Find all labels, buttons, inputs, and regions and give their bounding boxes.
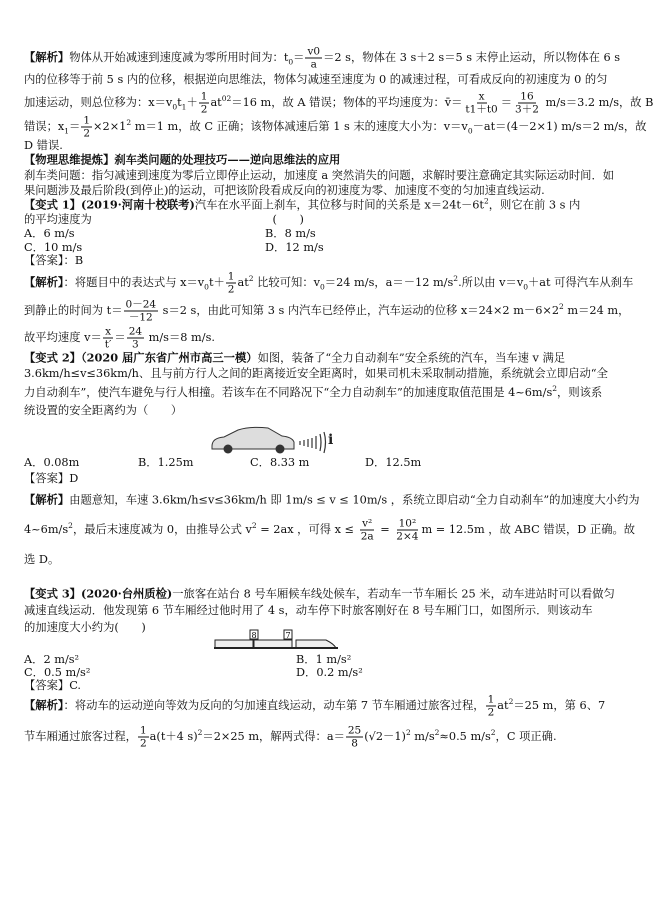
text-line: [24, 351, 565, 366]
text-segment: 2: [405, 728, 411, 738]
denominator: 3＋2: [515, 103, 539, 116]
text-line: [24, 386, 602, 400]
text-segment: 2: [508, 697, 514, 707]
text-segment: 比较可知：v: [253, 276, 321, 289]
text-segment: 的加速度大小约为( ): [24, 621, 146, 634]
text-segment: 0: [288, 57, 294, 67]
text-segment: m = 12.5m ，故 ABC 错误，D 正确。故: [421, 523, 636, 536]
text-segment: 【物理思维提炼】刹车类问题的处理技巧——逆向思维法的应用: [24, 152, 341, 167]
text-segment: －at＝(4－2×1) m/s＝2 m/s，故: [472, 120, 647, 133]
text-segment: = 2ax ，可得 x ≤: [256, 523, 358, 536]
text-segment: 2: [453, 274, 459, 284]
text-segment: 错误；x: [24, 120, 65, 133]
text-segment: 刹车类问题：指匀减速到速度为零后立即停止运动，加速度 a 突然消失的问题，求解时要注意确定其实际运动时间．如: [24, 169, 615, 182]
fraction: [138, 725, 149, 750]
text-segment: 2: [552, 384, 558, 394]
denominator: 2a: [360, 530, 374, 543]
fraction: [226, 271, 237, 296]
text-segment: 内的位移等于前 5 s 内的位移，根据逆向思维法，物体匀减速至速度为 0 的减速过程，可看成反向的初速度为 0 的匀: [24, 73, 608, 86]
text-line: [24, 115, 647, 140]
text-segment: a(t＋4 s): [149, 730, 198, 743]
fraction: [513, 91, 541, 116]
text-segment: =: [376, 523, 394, 536]
option-b: B．8 m/s: [265, 227, 316, 240]
denominator: 2: [139, 737, 147, 750]
fraction: [394, 518, 420, 543]
text-line: [24, 169, 614, 183]
text-segment: ＋: [186, 96, 198, 109]
text-line: [24, 46, 620, 71]
denominator: a: [310, 58, 317, 71]
numerator: v0: [307, 45, 321, 58]
text-line: [24, 91, 654, 116]
text-line: [24, 472, 78, 486]
text-segment: 0: [172, 102, 178, 112]
fraction: [124, 299, 159, 324]
text-segment: 2: [559, 302, 564, 312]
denominator: 2: [227, 283, 235, 296]
text-segment: s＝2 s，由此可知第 3 s 内汽车已经停止，汽车运动的位移 x＝24×2 m－6×2: [159, 304, 560, 317]
text-segment: t＋: [208, 276, 225, 289]
text-segment: ＝: [500, 96, 513, 109]
text-line: [24, 493, 640, 508]
numerator: 0－24: [125, 298, 157, 311]
text-segment: 【解析】: [24, 50, 70, 64]
text-segment: ≈0.5 m/s: [439, 730, 491, 743]
text-line: [24, 621, 146, 635]
text-segment: 【解析】: [24, 698, 64, 712]
denominator: 2×4: [396, 530, 419, 543]
text-segment: 物体从开始减速到速度减为零所用时间为：t: [69, 51, 289, 64]
text-segment: ＝: [114, 331, 126, 344]
text-segment: 【变式 2】（2020 届广东省广州市高三一模）: [24, 350, 258, 365]
text-segment: ，最后末速度减为 0，由推导公式 v: [72, 523, 252, 536]
numerator: x: [478, 90, 485, 103]
denominator: t′: [104, 338, 112, 351]
car-label-7: 7: [285, 631, 291, 640]
text-segment: 减速直线运动．他发现第 6 节车厢经过他时用了 4 s，动车停下时旅客刚好在 8 号车厢门口，如图所示．则该动车: [24, 604, 593, 617]
text-segment: 2: [197, 728, 203, 738]
option-b: B．1.25m: [138, 456, 194, 469]
text-segment: 由题意知，车速 3.6km/h≤v≤36km/h 即 1m/s ≤ v ≤ 10m/s ，系统立即启动“全力自动刹车”的加速度大小约为: [69, 493, 640, 507]
option-c: C．10 m/s: [24, 241, 83, 254]
text-segment: m＝24 m，: [563, 304, 630, 317]
text-segment: ，则它在前 3 s 内: [488, 198, 581, 212]
text-line: [24, 553, 59, 567]
fraction: [81, 115, 92, 140]
numerator: 1: [83, 114, 91, 127]
text-segment: 0: [204, 282, 209, 292]
text-line: [24, 679, 81, 693]
numerator: 1: [487, 693, 495, 706]
fraction: [103, 326, 114, 351]
denominator: 8: [351, 737, 358, 750]
text-segment: ＝24 m/s，a＝－12 m/s: [324, 276, 454, 289]
text-segment: 0: [467, 126, 473, 136]
text-segment: 2: [490, 728, 496, 738]
text-line: [24, 518, 635, 543]
option-d: D．12.5m: [365, 456, 422, 469]
text-segment: ×2×1: [93, 120, 127, 133]
text-segment: 如图，装备了“全力自动刹车”安全系统的汽车，当车速 v 满足: [257, 351, 566, 365]
text-segment: 【答案】C.: [24, 679, 82, 692]
text-segment: t: [177, 96, 182, 109]
denominator: 2: [200, 103, 208, 116]
text-line: [24, 153, 340, 168]
text-segment: 【解析】: [24, 492, 70, 507]
text-segment: at: [210, 96, 222, 109]
option-a: A．0.08m: [24, 456, 80, 469]
text-line: [24, 694, 605, 719]
denominator: t1＋t0: [465, 103, 498, 116]
text-segment: 的平均速度为 ( ): [24, 213, 304, 226]
numerator: 25: [347, 724, 362, 737]
text-segment: m/s: [410, 730, 435, 743]
option-d: D．12 m/s: [265, 241, 324, 254]
numerator: 10²: [398, 517, 417, 530]
text-segment: ＝: [293, 51, 305, 64]
text-segment: .所以由 v＝v: [458, 276, 524, 289]
text-segment: ＝2 s，物体在 3 s＋2 s＝5 s 末停止运动，所以物体在 6 s: [323, 51, 621, 64]
option-a: A．6 m/s: [24, 227, 75, 240]
text-segment: 2: [251, 521, 257, 531]
text-segment: (√2－1): [364, 730, 406, 743]
text-segment: 1: [64, 126, 70, 136]
text-segment: 2: [434, 728, 440, 738]
text-line: [24, 604, 593, 618]
text-segment: ＝: [69, 120, 81, 133]
fraction: [486, 694, 497, 719]
fraction: [463, 91, 499, 116]
text-segment: at: [497, 699, 509, 712]
text-segment: D 错误.: [24, 139, 63, 152]
denominator: －12: [128, 311, 153, 324]
text-line: [24, 271, 633, 296]
option-a: A．2 m/s²: [24, 653, 80, 666]
text-segment: 【解析】: [24, 275, 64, 289]
text-segment: 2: [68, 521, 73, 531]
text-line: [24, 139, 63, 153]
text-segment: ＋at 可得汽车从刹车: [528, 276, 634, 289]
text-segment: 【答案】D: [24, 472, 79, 485]
text-segment: ＝2×25 m，解两式得：a＝: [202, 730, 345, 743]
denominator: 2: [487, 706, 495, 719]
text-line: [24, 198, 580, 213]
numerator: 1: [139, 724, 147, 737]
text-segment: m/s＝3.2 m/s，故 B: [541, 96, 654, 109]
text-segment: ，则该系: [557, 386, 603, 399]
train-figure: [214, 630, 339, 652]
text-segment: 力自动刹车”，使汽车避免与行人相撞。若该车在不同路况下“全力自动刹车”的加速度取值范围是 4~6m/s: [24, 386, 553, 399]
text-segment: 2: [483, 196, 489, 206]
denominator: 2: [83, 127, 91, 140]
text-segment: 【变式 1】(2019·河南十校联考): [24, 197, 195, 212]
fraction: [305, 46, 322, 71]
text-segment: ：将题目中的表达式与 x＝v: [63, 276, 205, 289]
pedestrian-icon: i: [328, 432, 334, 448]
text-segment: 果问题涉及最后阶段(到停止)的运动，可把该阶段看成反向的初速度为零、加速度不变的匀加速直线运动.: [24, 184, 545, 197]
text-segment: 3.6km/h≤v≤36km/h、且与前方行人之间的距离接近安全距离时，如果司机未采取制动措施，系统就会立即启动“全: [24, 367, 608, 380]
text-segment: ：将动车的运动逆向等效为反向的匀加速直线运动，动车第 7 节车厢通过旅客过程，: [63, 699, 485, 712]
text-segment: 【变式 3】(2020·台州质检): [24, 586, 173, 601]
text-segment: m＝1 m，故 C 正确；该物体减速后第 1 s 末的速度大小为：v＝v: [131, 120, 468, 133]
text-line: [24, 367, 608, 381]
option-b: B．1 m/s²: [296, 653, 352, 666]
text-segment: 故平均速度 v＝: [24, 331, 102, 344]
fraction: [127, 326, 144, 351]
text-segment: 4~6m/s: [24, 523, 69, 536]
numerator: 24: [128, 325, 143, 338]
text-segment: at: [237, 276, 249, 289]
text-segment: ，C 项正确.: [495, 730, 557, 743]
fraction: [199, 91, 210, 116]
car-label-8: 8: [251, 631, 257, 640]
numerator: x: [105, 325, 112, 338]
text-segment: 加速运动，则总位移为：x＝v: [24, 96, 173, 109]
option-c: C．0.5 m/s²: [24, 666, 91, 679]
numerator: 1: [227, 270, 235, 283]
text-segment: 02: [221, 94, 232, 104]
text-line: [24, 184, 545, 198]
text-segment: 【答案】：B: [24, 254, 84, 267]
text-segment: 一旅客在站台 8 号车厢候车线处候车，若动车一节车厢长 25 米，动车进站时可以看做匀: [172, 587, 615, 601]
option-d: D．0.2 m/s²: [296, 666, 363, 679]
text-segment: m/s＝8 m/s.: [145, 331, 215, 344]
text-line: [24, 73, 607, 87]
text-segment: 2: [126, 118, 132, 128]
text-segment: 到静止的时间为 t＝: [24, 304, 123, 317]
text-line: [24, 299, 629, 324]
fraction: [359, 518, 376, 543]
car-radar-figure: [210, 422, 335, 456]
text-line: [24, 725, 557, 750]
text-segment: 选 D。: [24, 553, 60, 566]
text-line: [24, 326, 215, 351]
numerator: v²: [362, 517, 373, 530]
text-line: [24, 404, 182, 418]
fraction: [346, 725, 363, 750]
text-segment: 节车厢通过旅客过程，: [24, 730, 137, 743]
option-c: C．8.33 m: [250, 456, 310, 469]
text-segment: ＝16 m，故 A 错误；物体的平均速度为：v̄＝: [231, 96, 463, 109]
numerator: 1: [200, 90, 208, 103]
text-segment: 0: [523, 282, 528, 292]
denominator: 3: [132, 338, 139, 351]
radar-waves-icon: [300, 432, 326, 453]
text-line: [24, 254, 83, 268]
text-segment: ＝25 m，第 6、7: [513, 699, 606, 712]
text-segment: 1: [181, 102, 187, 112]
text-segment: 统设置的安全距离约为（ ）: [24, 404, 183, 417]
text-segment: 汽车在水平面上刹车，其位移与时间的关系是 x＝24t－6t: [194, 198, 484, 212]
text-segment: 2: [248, 274, 254, 284]
text-line: [24, 587, 615, 602]
text-segment: 0: [320, 282, 325, 292]
numerator: 16: [520, 90, 534, 103]
